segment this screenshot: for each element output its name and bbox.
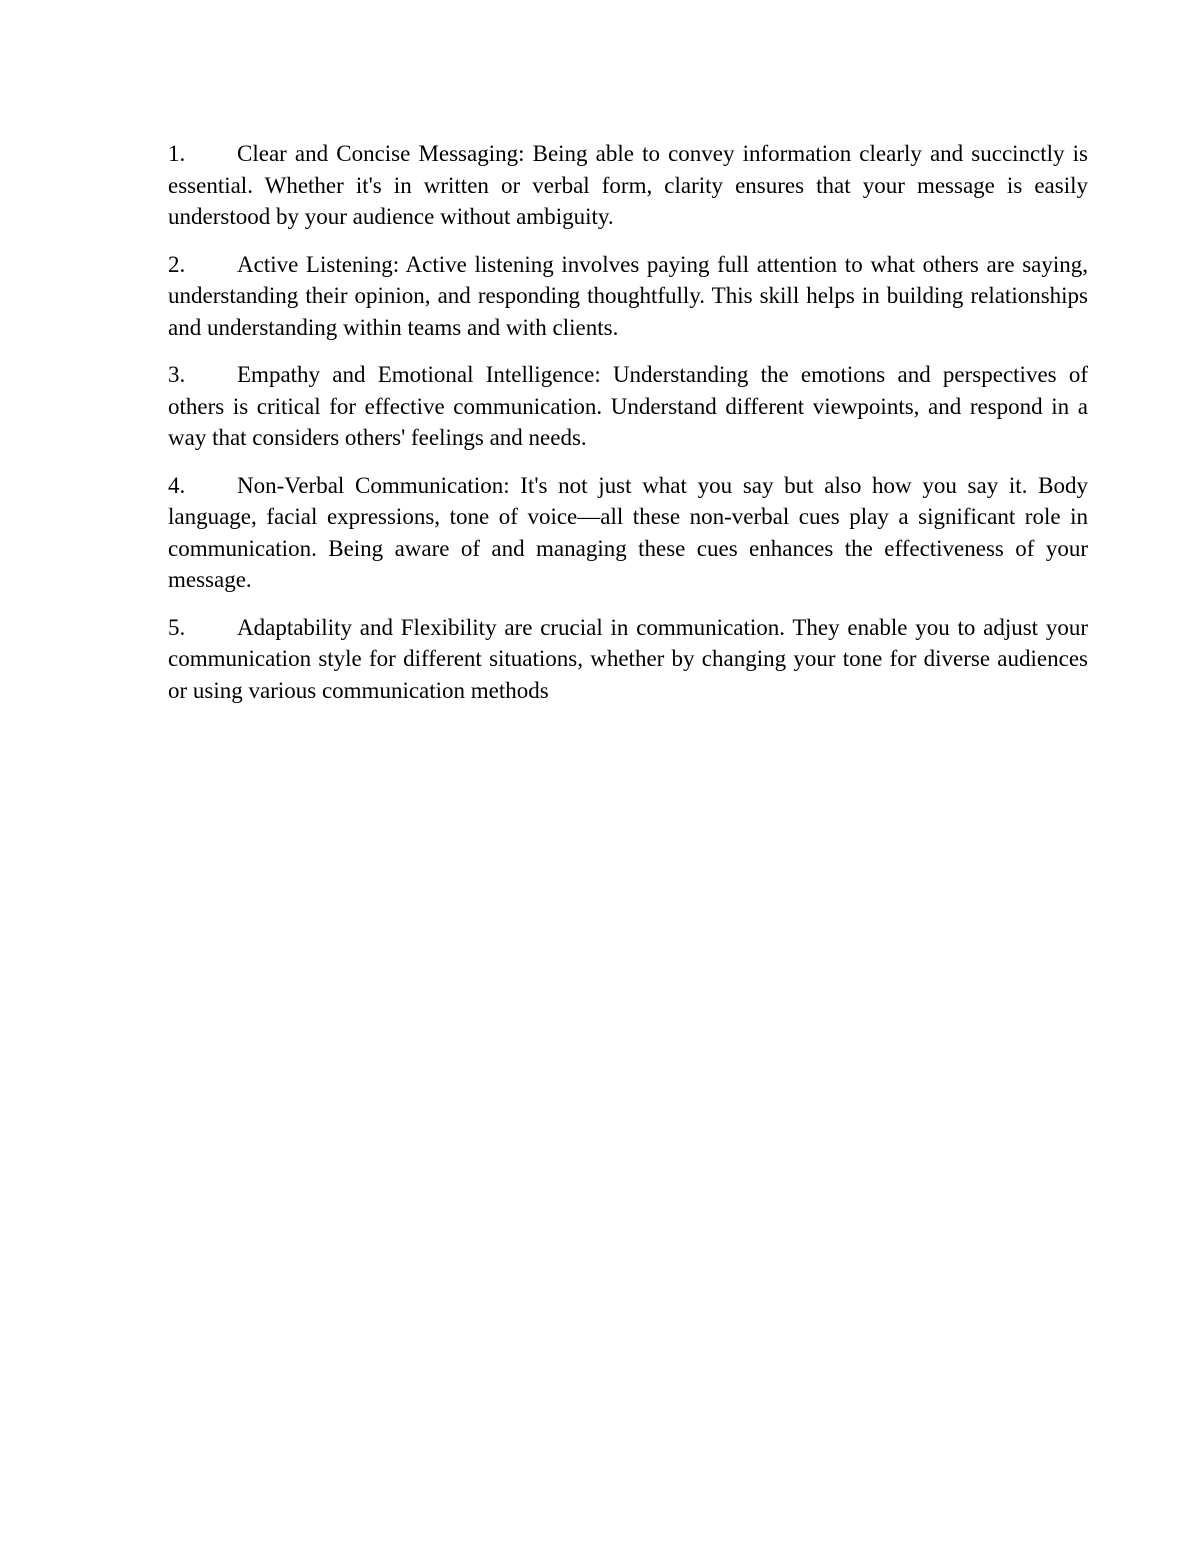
list-item-text: Active Listening: Active listening involves paying full attention to what others are saying, understanding their opinion, and responding thoughtfully. This skill helps in building relationships and understanding within teams and with clients.: [168, 251, 1088, 340]
list-item-number: 3.: [168, 362, 186, 387]
list-item-text: Clear and Concise Messaging: Being able to convey information clearly and succinctly is essential. Whether it's in written or verbal form, clarity ensures that your message is easily understood by your audience without ambiguity.: [168, 141, 1088, 229]
list-item: [168, 612, 1088, 707]
list-item: [168, 359, 1088, 454]
list-item: [168, 470, 1088, 596]
list-item-number: 4.: [168, 472, 186, 498]
document-body: [168, 138, 1088, 722]
list-item-text: Empathy and Emotional Intelligence: Understanding the emotions and perspectives of others is critical for effective communication. Understand different viewpoints, and respond in a way that considers others' feelings and needs.: [168, 362, 1088, 450]
list-item-text: Adaptability and Flexibility are crucial in communication. They enable you to adjust your communication style for different situations, whether by changing your tone for diverse audiences or using various communication methods: [168, 614, 1088, 703]
list-item-number: 5.: [168, 614, 186, 640]
list-item-text: Non-Verbal Communication: It's not just what you say but also how you say it. Body language, facial expressions, tone of voice—all these non-verbal cues play a significant role in communication. Being aware of and managing these cues enhances the effectiveness of your message.: [168, 472, 1088, 592]
list-item-number: 2.: [168, 251, 186, 277]
list-item: [168, 138, 1088, 233]
list-item: [168, 249, 1088, 344]
list-item-number: 1.: [168, 141, 186, 166]
